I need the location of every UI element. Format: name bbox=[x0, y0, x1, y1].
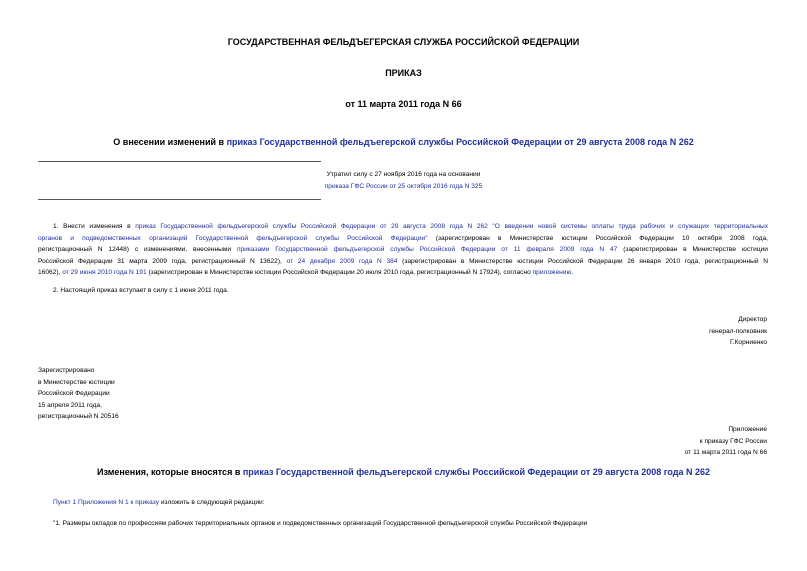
agency-heading: ГОСУДАРСТВЕННАЯ ФЕЛЬДЪЕГЕРСКАЯ СЛУЖБА РОССИЙСКОЙ ФЕДЕРАЦИИ bbox=[227, 37, 580, 47]
order-384-link[interactable]: от 24 декабря 2009 года N 384 bbox=[286, 257, 398, 265]
paragraph-1-line-4: Российской Федерации 31 марта 2009 года, регистрационный N 13622), от 24 декабря 2009 года N 384 (зарегистрирован в Министерстве юстиции Российской Федерации 26 января 2010 года, регистрационный N bbox=[38, 257, 768, 265]
paragraph-1-line-3: регистрационный N 12448) с изменениями, внесенными приказами Государственной фельдъегерской службы Российской Федерации от 11 февраля 2009 года N 47 (зарегистрирован в Министерстве юстиции bbox=[38, 246, 768, 254]
document-title bbox=[0, 137, 807, 147]
item-intro: Пункт 1 Приложения N 1 к приказу изложить в следующей редакции: bbox=[53, 499, 265, 506]
divider-top bbox=[38, 161, 321, 162]
title-order-link[interactable]: приказ Государственной фельдъегерской службы Российской Федерации от 29 августа 2008 года N 262 bbox=[226, 137, 694, 147]
order-262-link-cont[interactable]: органов и подведомственных организаций Государственной фельдъегерской службы Российской Федерации" bbox=[38, 234, 428, 242]
changes-title-order-link[interactable]: приказ Государственной фельдъегерской службы Российской Федерации от 29 августа 2008 года N 262 bbox=[242, 467, 710, 477]
paragraph-1-line-2: органов и подведомственных организаций Государственной фельдъегерской службы Российской Федерации" (зарегистрирован в Министерстве юстиции Российской Федерации 10 октября 2008 года, bbox=[38, 234, 768, 242]
signature-role: Директор bbox=[738, 316, 767, 323]
registration-block: Зарегистрировано в Министерстве юстиции Российской Федерации 15 апреля 2011 года, регистрационный N 20516 bbox=[38, 367, 119, 420]
appendix-link[interactable]: приложению bbox=[532, 269, 572, 277]
quoted-paragraph: "1. Размеры окладов по профессиям рабочих территориальных органов и подведомственных организаций Государственной фельдъегерской службы Российской Федерации bbox=[53, 520, 588, 527]
status-note bbox=[0, 169, 807, 192]
doc-date-heading: от 11 марта 2011 года N 66 bbox=[345, 99, 462, 109]
order-262-link[interactable]: приказ Государственной фельдъегерской службы Российской Федерации от 29 августа 2008 года N 262 "О введении новой системы оплаты труда рабочих и служащих территориальных bbox=[135, 223, 768, 230]
paragraph-1 bbox=[53, 221, 768, 233]
paragraph-1-line-5: 16062), от 29 июня 2010 года N 191 (зарегистрирован в Министерстве юстиции Российской Федерации 20 июля 2010 года, регистрационный N 17924), согласно приложению. bbox=[38, 269, 574, 277]
paragraph-1-cont bbox=[38, 233, 768, 279]
signature-rank: генерал-полковник bbox=[709, 327, 767, 335]
appendix-reference: Приложение к приказу ГФС России от 11 марта 2011 года N 66 bbox=[684, 426, 767, 456]
item-1-appendix-link[interactable]: Пункт 1 Приложения N 1 к приказу bbox=[53, 499, 159, 506]
order-191-link[interactable]: от 29 июня 2010 года N 191 bbox=[62, 269, 147, 277]
status-note-text: Утратил силу с 27 ноября 2016 года на основании bbox=[326, 171, 481, 178]
divider-bottom bbox=[38, 199, 321, 200]
signature-block bbox=[709, 314, 767, 349]
paragraph-2: 2. Настоящий приказ вступает в силу с 1 июня 2011 года. bbox=[53, 287, 229, 294]
title-prefix: О внесении изменений в bbox=[113, 137, 227, 147]
changes-title: Изменения, которые вносятся в приказ Государственной фельдъегерской службы Российской Федерации от 29 августа 2008 года N 262 bbox=[96, 467, 710, 477]
paragraph-1-line-1: 1. Внести изменения в приказ Государственной фельдъегерской службы Российской Федерации от 29 августа 2008 года N 262 "О введении новой системы оплаты труда рабочих и служащих территориальных bbox=[53, 223, 768, 230]
status-note-link[interactable]: приказа ГФС России от 25 октября 2016 года N 325 bbox=[324, 182, 483, 190]
doc-type-heading: ПРИКАЗ bbox=[385, 68, 422, 78]
order-47-link[interactable]: приказами Государственной фельдъегерской службы Российской Федерации от 11 февраля 2009 года N 47 bbox=[236, 246, 618, 254]
signature-name: Г.Корниенко bbox=[729, 339, 767, 346]
